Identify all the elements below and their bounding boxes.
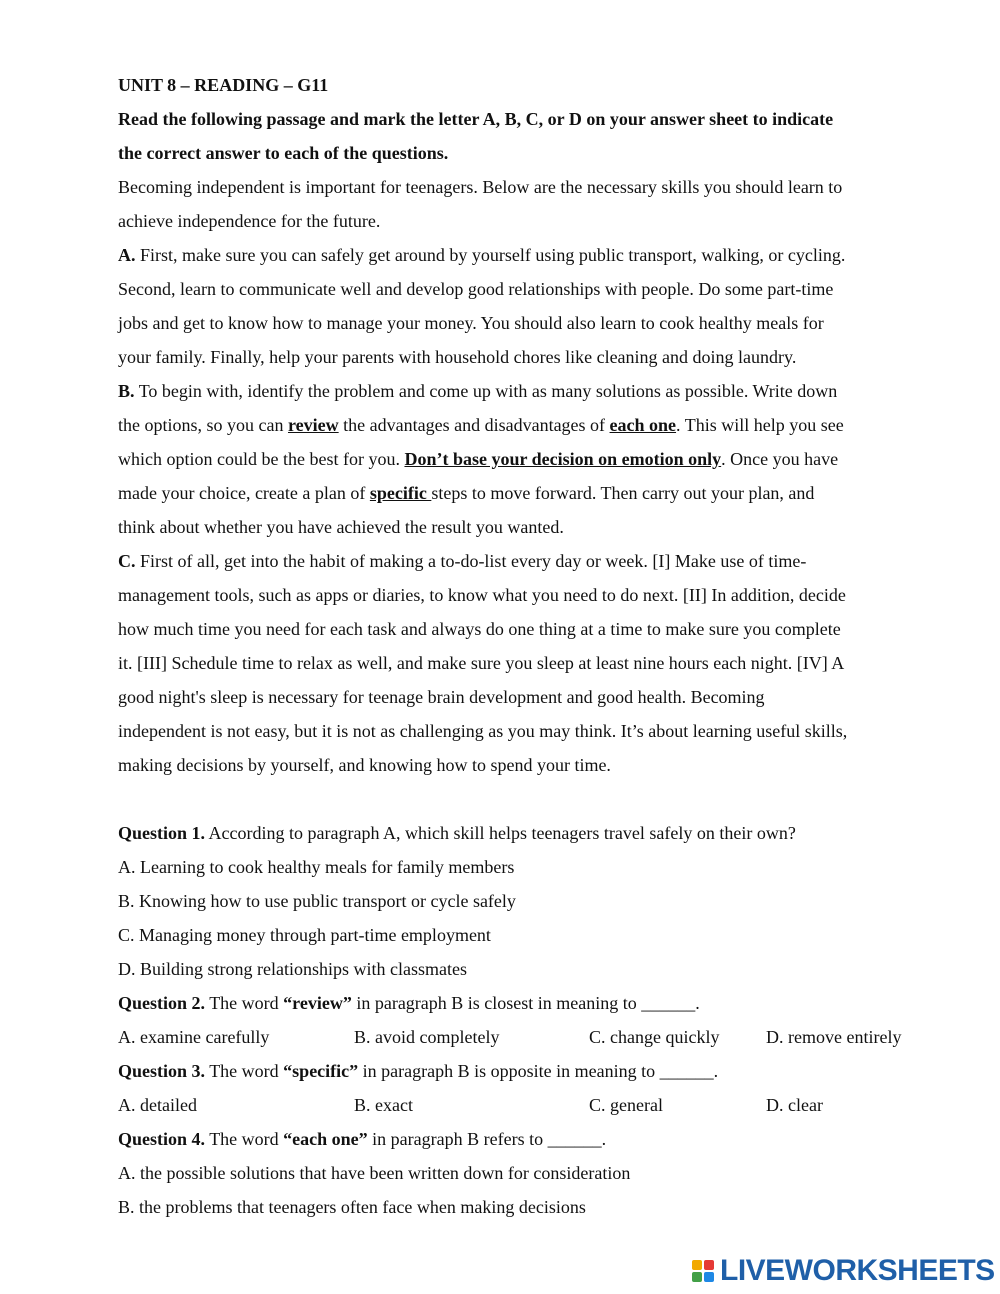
- question-label: Question 2.: [118, 993, 206, 1013]
- question-label: Question 4.: [118, 1129, 206, 1149]
- paragraph-b-text: the options, so you can: [118, 415, 288, 435]
- paragraph-b-text: . Once you have: [721, 449, 839, 469]
- question-text: in paragraph B refers to ______.: [367, 1129, 607, 1149]
- paragraph-b-text: the advantages and disadvantages of: [338, 415, 610, 435]
- answer-option[interactable]: C. general: [589, 1095, 663, 1115]
- paragraph-b-text: . This will help you see: [676, 415, 844, 435]
- paragraph-b-label: B.: [118, 381, 135, 401]
- paragraph-a-line: your family. Finally, help your parents with household chores like cleaning and doing laundry.: [118, 347, 797, 367]
- question-2: [118, 986, 918, 1054]
- paragraph-b: [118, 374, 918, 544]
- paragraph-a-text: First, make sure you can safely get around by yourself using public transport, walking, or cycling.: [135, 245, 846, 265]
- answer-option[interactable]: B. avoid completely: [354, 1027, 500, 1047]
- answer-option[interactable]: C. change quickly: [589, 1027, 720, 1047]
- intro-line-2: achieve independence for the future.: [118, 211, 381, 231]
- answer-option[interactable]: B. exact: [354, 1095, 413, 1115]
- underlined-sentence: Don’t base your decision on emotion only: [404, 449, 722, 469]
- paragraph-c-label: C.: [118, 551, 136, 571]
- paragraph-b-text: To begin with, identify the problem and come up with as many solutions as possible. Write down: [134, 381, 838, 401]
- paragraph-c-line: good night's sleep is necessary for teenage brain development and good health. Becoming: [118, 687, 765, 707]
- answer-option[interactable]: D. Building strong relationships with classmates: [118, 959, 467, 979]
- question-1: [118, 816, 918, 986]
- paragraph-b-text: made your choice, create a plan of: [118, 483, 370, 503]
- liveworksheets-logo[interactable]: [692, 1255, 995, 1287]
- question-4: [118, 1122, 918, 1224]
- instruction-line-2: the correct answer to each of the questions.: [118, 143, 449, 163]
- question-text: The word: [205, 1129, 284, 1149]
- answer-option[interactable]: A. examine carefully: [118, 1027, 270, 1047]
- paragraph-b-line: think about whether you have achieved the result you wanted.: [118, 517, 564, 537]
- question-label: Question 1.: [118, 823, 206, 843]
- paragraph-c-line: it. [III] Schedule time to relax as well, and make sure you sleep at least nine hours each night. [IV] A: [118, 653, 845, 673]
- paragraph-c-line: independent is not easy, but it is not as challenging as you may think. It’s about learning useful skills,: [118, 721, 848, 741]
- worksheet-page: [118, 68, 918, 1224]
- paragraph-c-line: how much time you need for each task and always do one thing at a time to make sure you complete: [118, 619, 841, 639]
- underlined-word-review: review: [287, 415, 339, 435]
- answer-option[interactable]: A. the possible solutions that have been written down for consideration: [118, 1163, 631, 1183]
- paragraph-c-text: First of all, get into the habit of making a to-do-list every day or week. [I] Make use of time-: [135, 551, 807, 571]
- logo-mark-icon: [692, 1260, 714, 1282]
- answer-option[interactable]: D. remove entirely: [766, 1027, 902, 1047]
- answer-option[interactable]: C. Managing money through part-time employment: [118, 925, 491, 945]
- paragraph-a-line: Second, learn to communicate well and develop good relationships with people. Do some part-time: [118, 279, 834, 299]
- answer-option[interactable]: A. Learning to cook healthy meals for family members: [118, 857, 515, 877]
- paragraph-a-line: jobs and get to know how to manage your money. You should also learn to cook healthy meals for: [118, 313, 824, 333]
- question-keyword: “specific”: [283, 1061, 359, 1081]
- answer-option[interactable]: D. clear: [766, 1095, 823, 1115]
- underlined-word-specific: specific: [369, 483, 432, 503]
- question-text: The word: [205, 993, 284, 1013]
- paragraph-b-text: steps to move forward. Then carry out your plan, and: [431, 483, 815, 503]
- question-text: in paragraph B is opposite in meaning to ______.: [358, 1061, 719, 1081]
- question-3: [118, 1054, 918, 1122]
- question-label: Question 3.: [118, 1061, 206, 1081]
- question-text: The word: [205, 1061, 284, 1081]
- logo-text: LIVEWORKSHEETS: [720, 1254, 995, 1287]
- answer-option[interactable]: B. Knowing how to use public transport or cycle safely: [118, 891, 516, 911]
- paragraph-a: [118, 238, 918, 374]
- instruction-line-1: Read the following passage and mark the letter A, B, C, or D on your answer sheet to indicate: [118, 109, 834, 129]
- question-keyword: “review”: [283, 993, 352, 1013]
- paragraph-a-label: A.: [118, 245, 136, 265]
- paragraph-c: [118, 544, 918, 782]
- answer-option[interactable]: A. detailed: [118, 1095, 197, 1115]
- answer-option[interactable]: B. the problems that teenagers often face when making decisions: [118, 1197, 586, 1217]
- paragraph-c-line: management tools, such as apps or diaries, to know what you need to do next. [II] In addition, decide: [118, 585, 846, 605]
- question-text: in paragraph B is closest in meaning to ______.: [351, 993, 700, 1013]
- question-text: According to paragraph A, which skill helps teenagers travel safely on their own?: [205, 823, 796, 843]
- intro-line-1: Becoming independent is important for teenagers. Below are the necessary skills you should learn to: [118, 177, 843, 197]
- page-title: UNIT 8 – READING – G11: [118, 75, 329, 95]
- paragraph-c-line: making decisions by yourself, and knowing how to spend your time.: [118, 755, 611, 775]
- question-keyword: “each one”: [283, 1129, 368, 1149]
- paragraph-b-text: which option could be the best for you.: [118, 449, 405, 469]
- underlined-word-each-one: each one: [609, 415, 677, 435]
